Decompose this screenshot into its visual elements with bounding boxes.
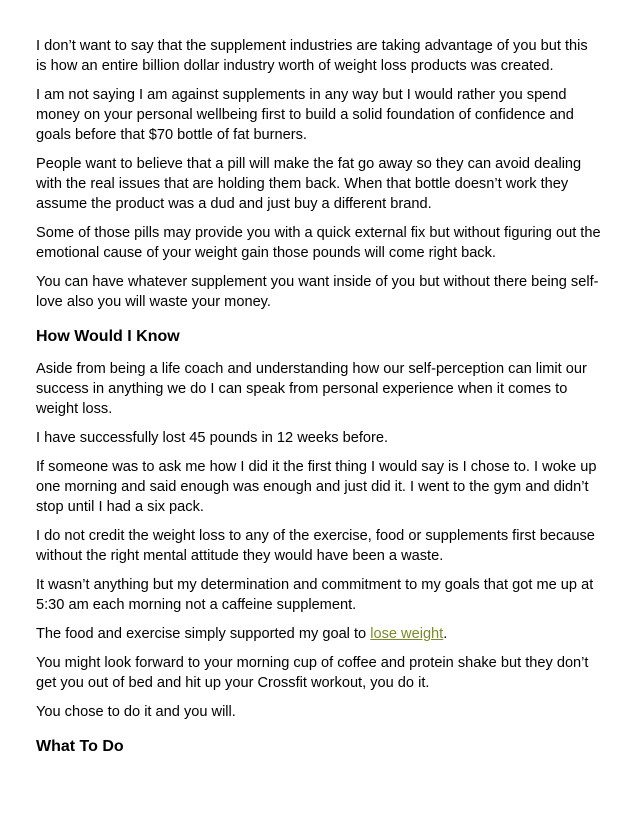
paragraph-determination: It wasn’t anything but my determination and commitment to my goals that got me up at 5:30 am each morning not a caffeine supplement. xyxy=(36,577,594,613)
heading-what-to-do: What To Do xyxy=(36,738,124,755)
heading-how-would-i-know: How Would I Know xyxy=(36,328,180,345)
paragraph-external-fix: Some of those pills may provide you with a quick external fix but without figuring out the emotional cause of your weight gain those pounds will come right back. xyxy=(36,225,601,261)
supported-goal-period: . xyxy=(443,626,448,642)
paragraph-self-love: You can have whatever supplement you want inside of you but without there being self-love also you will waste your money. xyxy=(36,274,599,310)
supported-goal-text: The food and exercise simply supported my goal to xyxy=(36,626,371,642)
paragraph-lost-pounds: I have successfully lost 45 pounds in 12 weeks before. xyxy=(36,430,389,446)
paragraph-pill-belief: People want to believe that a pill will make the fat go away so they can avoid dealing with the real issues that are holding them back. When that bottle doesn’t work they assume the product was a dud and just buy a different brand. xyxy=(36,156,582,212)
paragraph-you-chose: You chose to do it and you will. xyxy=(36,704,236,720)
paragraph-life-coach: Aside from being a life coach and understanding how our self-perception can limit our success in anything we do I can speak from personal experience when it comes to weight loss. xyxy=(36,361,587,417)
document-page xyxy=(36,36,602,769)
paragraph-morning-coffee: You might look forward to your morning cup of coffee and protein shake but they don’t get you out of bed and hit up your Crossfit workout, you do it. xyxy=(36,655,589,691)
paragraph-supported-goal xyxy=(36,624,602,644)
paragraph-personal-wellbeing: I am not saying I am against supplements in any way but I would rather you spend money on your personal wellbeing first to build a solid foundation of confidence and goals before that $70 bottle of fat burners. xyxy=(36,87,574,143)
paragraph-supplement-industry: I don’t want to say that the supplement industries are taking advantage of you but this is how an entire billion dollar industry worth of weight loss products was created. xyxy=(36,38,588,74)
paragraph-chose-to: If someone was to ask me how I did it the first thing I would say is I chose to. I woke up one morning and said enough was enough and just did it. I went to the gym and didn’t stop until I had a six pack. xyxy=(36,459,597,515)
lose-weight-link[interactable]: lose weight xyxy=(370,626,444,642)
paragraph-mental-attitude: I do not credit the weight loss to any of the exercise, food or supplements first because without the right mental attitude they would have been a waste. xyxy=(36,528,595,564)
